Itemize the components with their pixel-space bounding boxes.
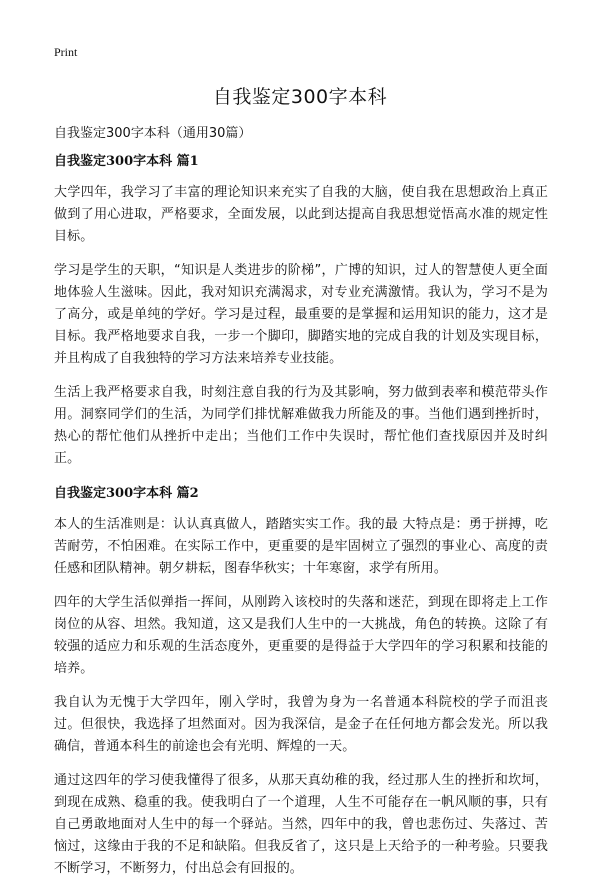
paragraph: 本人的生活准则是：认认真真做人，踏踏实实工作。我的最 大特点是：勇于拼搏，吃苦耐劳，不怕困难。在实际工作中，更重要的是牢固树立了强烈的事业心、高度的责任感和团队精神。朝夕耕耘，图春华秋实；十年寒窗，求学有所用。	[54, 517, 548, 576]
section-2	[54, 482, 548, 880]
paragraph: 学习是学生的天职，“知识是人类进步的阶梯”，广博的知识，过人的智慧使人更全面地体验人生滋味。因此，我对知识充满渴求，对专业充满激情。我认为，学习不是为了高分，或是单纯的学好。学习是过程，最重要的是掌握和运用知识的能力，这才是目标。我严格地要求自我，一步一个脚印，脚踏实地的完成自我的计划及实现目标，并且构成了自我独特的学习方法来培养专业技能。	[54, 263, 548, 366]
paragraph: 大学四年，我学习了丰富的理论知识来充实了自我的大脑，使自我在思想政治上真正做到了用心进取，严格要求，全面发展，以此到达提高自我思想觉悟高水准的规定性目标。	[54, 185, 548, 244]
paragraph: 我自认为无愧于大学四年，刚入学时，我曾为身为一名普通本科院校的学子而沮丧过。但很快，我选择了坦然面对。因为我深信，是金子在任何地方都会发光。所以我确信，普通本科生的前途也会有光明、辉煌的一天。	[54, 695, 548, 754]
section-heading: 自我鉴定300字本科 篇1	[54, 154, 199, 169]
paragraph: 四年的大学生活似弹指一挥间，从刚跨入该校时的失落和迷茫，到现在即将走上工作岗位的从容、坦然。我知道，这又是我们人生中的一大挑战，角色的转换。这除了有较强的适应力和乐观的生活态度外，更重要的是得益于大学四年的学习积累和技能的培养。	[54, 595, 548, 676]
paragraph: 通过这四年的学习使我懂得了很多，从那天真幼稚的我，经过那人生的挫折和坎坷，到现在成熟、稳重的我。使我明白了一个道理，人生不可能存在一帆风顺的事，只有自己勇敢地面对人生中的每一个驿站。当然，四年中的我，曾也悲伤过、失落过、苦恼过，这缘由于我的不足和缺陷。但我反省了，这只是上天给予的一种考验。只要我不断学习，不断努力，付出总会有回报的。	[54, 773, 548, 876]
paragraph: 生活上我严格要求自我，时刻注意自我的行为及其影响，努力做到表率和模范带头作用。洞察同学们的生活，为同学们排忧解难做我力所能及的事。当他们遇到挫折时，热心的帮忙他们从挫折中走出；当他们工作中失误时，帮忙他们查找原因并及时纠正。	[54, 385, 548, 466]
document-body	[54, 150, 548, 892]
section-heading: 自我鉴定300字本科 篇2	[54, 486, 199, 501]
print-label: Print	[54, 45, 78, 59]
page-title: 自我鉴定300字本科	[212, 86, 388, 108]
section-1	[54, 150, 548, 470]
document-subtitle: 自我鉴定300字本科（通用30篇）	[54, 126, 252, 141]
